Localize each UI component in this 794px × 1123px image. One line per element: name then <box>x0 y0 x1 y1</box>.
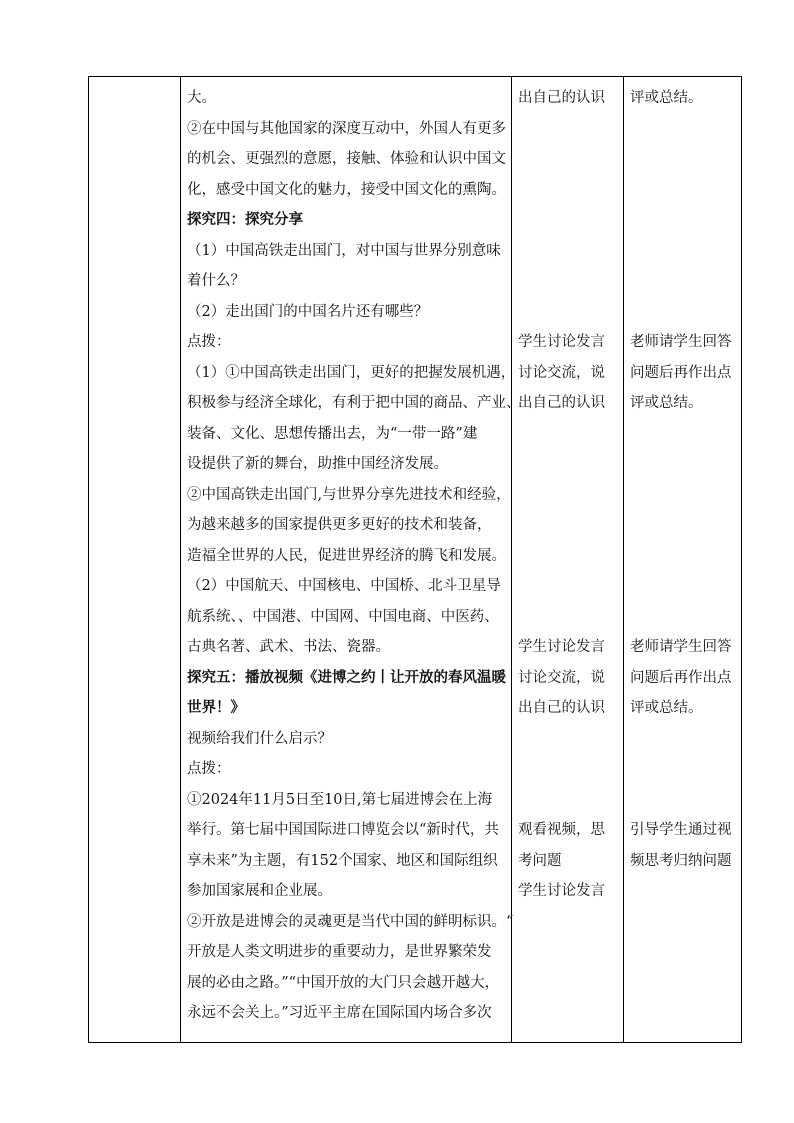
explore4-question: （2）走出国门的中国名片还有哪些？ <box>187 303 429 320</box>
student-activity-text: 学生讨论发言 <box>518 639 605 655</box>
explore4-answer-line: 装备、文化、思想传播出去，为“一带一路”建 <box>187 425 478 442</box>
explore5-answer-line: 开放是人类文明进步的重要动力，是世界繁荣发 <box>187 944 492 960</box>
student-activity-text: 讨论交流，说 <box>518 364 605 381</box>
explore4-answer-line: 积极参与经济全球化，有利于把中国的商品、产业、 <box>187 395 521 411</box>
section-column-cell <box>89 77 181 1043</box>
student-activity-text: 学生讨论发言 <box>518 883 605 899</box>
explore5-answer-line: ①2024年11月5日至10日,第七届进博会在上海 <box>187 791 493 808</box>
student-activity-cell <box>512 77 624 1043</box>
explore4-answer-line: 造福全世界的人民，促进世界经济的腾飞和发展。 <box>187 547 506 564</box>
content-line: 大。 <box>187 90 216 106</box>
explore5-question: 视频给我们什么启示？ <box>187 730 332 747</box>
explore5-answer-line: 参加国家展和企业展。 <box>187 883 332 899</box>
teacher-activity-text: 评或总结。 <box>630 700 703 716</box>
student-activity-text: 讨论交流，说 <box>518 669 605 686</box>
student-activity-text: 观看视频，思 <box>518 822 605 838</box>
lesson-plan-table <box>88 76 742 1043</box>
explore4-answer2-line: 古典名著、武术、书法、瓷器。 <box>187 639 390 655</box>
teacher-activity-text: 评或总结。 <box>630 395 703 411</box>
explore5-answer-line: 享未来”为主题，有152个国家、地区和国际组织 <box>187 852 498 869</box>
teacher-activity-text: 老师请学生回答 <box>630 334 732 350</box>
teacher-activity-text: 引导学生通过视 <box>630 822 732 838</box>
teacher-activity-text: 问题后再作出点 <box>630 669 732 686</box>
explore5-answer-line: 展的必由之路。”“中国开放的大门只会越开越大， <box>187 974 500 991</box>
table-row <box>89 77 742 1043</box>
content-column-cell <box>181 77 521 1043</box>
student-activity-text: 出自己的认识 <box>518 395 605 411</box>
student-activity-text: 学生讨论发言 <box>518 334 605 350</box>
explore4-answer-line: ②中国高铁走出国门,与世界分享先进技术和经验， <box>187 486 511 503</box>
explore4-question: 着什么？ <box>187 273 245 289</box>
teacher-activity-text: 问题后再作出点 <box>630 364 732 381</box>
student-activity-text: 出自己的认识 <box>518 90 605 106</box>
explore4-answer-line: 设提供了新的舞台，助推中国经济发展。 <box>187 456 448 472</box>
explore5-answer-line: ②开放是进博会的灵魂更是当代中国的鲜明标识。“ <box>187 913 514 930</box>
student-activity-text: 出自己的认识 <box>518 700 605 716</box>
explore5-heading: 世界！》 <box>187 699 245 716</box>
content-line: 的机会、更强烈的意愿，接触、体验和认识中国文 <box>187 151 506 167</box>
content-line: ②在中国与其他国家的深度互动中，外国人有更多 <box>187 120 506 137</box>
explore5-heading: 探究五：播放视频《进博之约丨让开放的春风温暖 <box>187 668 506 686</box>
teacher-activity-text: 频思考归纳问题 <box>630 852 732 869</box>
teacher-activity-text: 老师请学生回答 <box>630 639 732 655</box>
explore4-answer2-line: （2）中国航天、中国核电、中国桥、北斗卫星导 <box>187 578 501 594</box>
explore4-heading: 探究四：探究分享 <box>187 211 303 228</box>
explore4-answer2-line: 航系统、、中国港、中国网、中国电商、中医药、 <box>187 608 499 625</box>
explore5-hint-label: 点拨： <box>187 761 231 777</box>
teacher-activity-text: 评或总结。 <box>630 90 703 106</box>
teacher-activity-cell <box>624 77 742 1043</box>
content-line: 化，感受中国文化的魅力，接受中国文化的熏陶。 <box>187 181 506 198</box>
explore4-hint-label: 点拨： <box>187 334 231 350</box>
explore5-answer-line: 永远不会关上。”习近平主席在国际国内场合多次 <box>187 1005 492 1021</box>
explore4-question: （1）中国高铁走出国门，对中国与世界分别意味 <box>187 242 501 259</box>
explore4-answer-line: 为越来越多的国家提供更多更好的技术和装备， <box>187 517 492 533</box>
student-activity-text: 考问题 <box>518 852 562 869</box>
explore4-answer-line: （1）①中国高铁走出国门，更好的把握发展机遇， <box>187 364 516 381</box>
explore5-answer-line: 举行。第七届中国国际进口博览会以“新时代，共 <box>187 822 499 838</box>
